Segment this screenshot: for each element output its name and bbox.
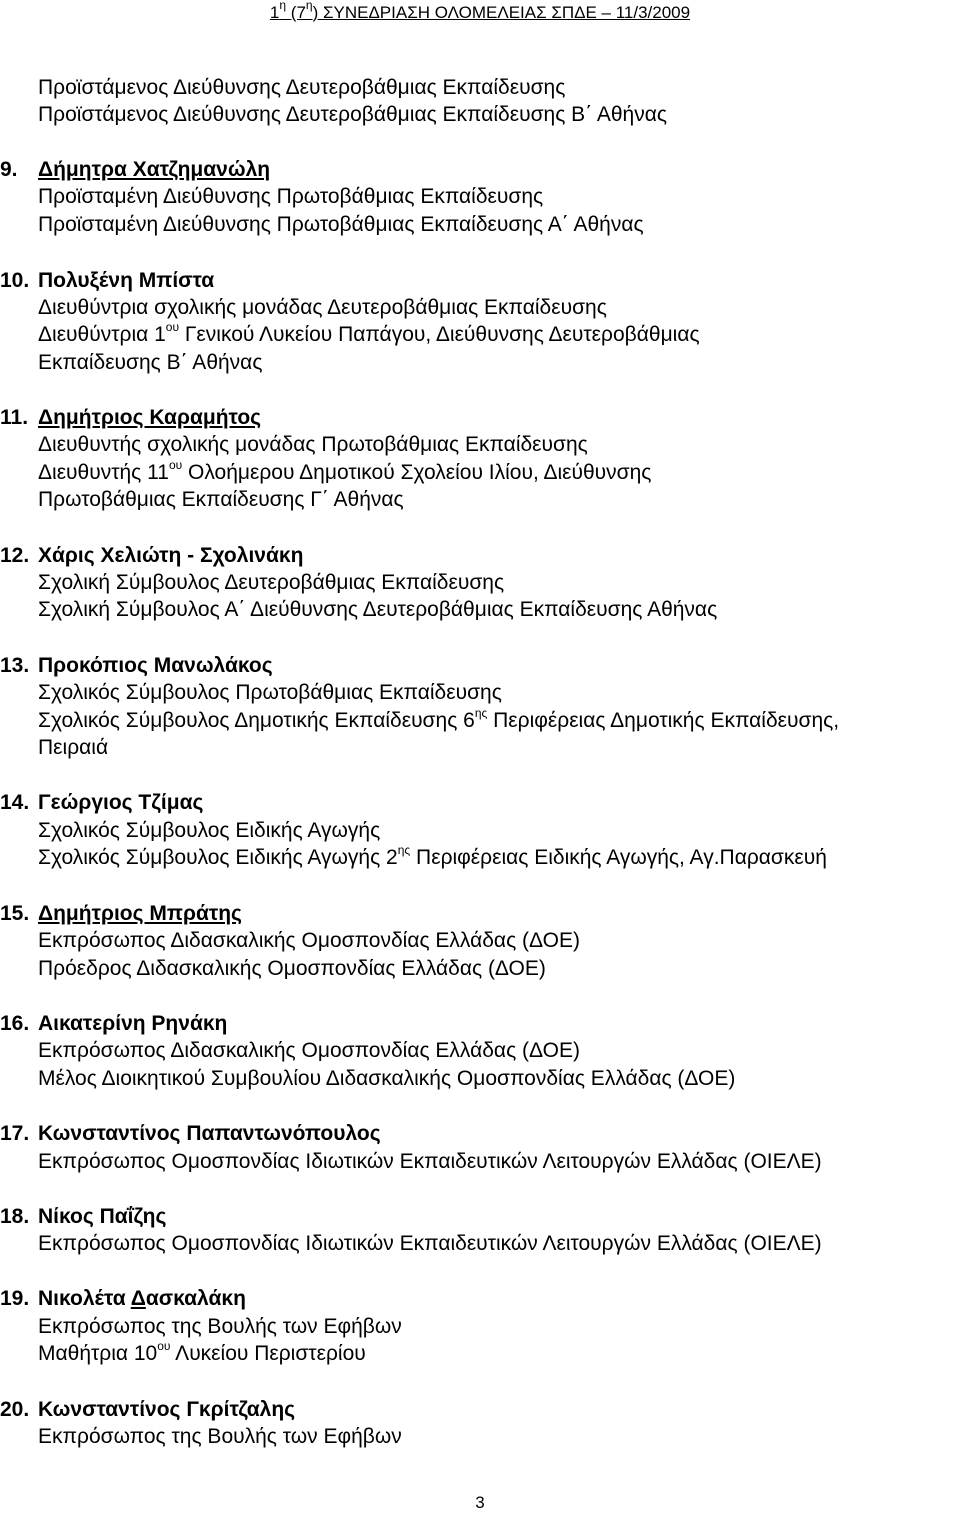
entry-number: 14. bbox=[0, 791, 30, 814]
entry-name: Γεώργιος Τζίμας bbox=[38, 791, 204, 814]
entry-number: 20. bbox=[0, 1398, 30, 1421]
text-line: Πειραιά bbox=[38, 736, 109, 759]
entry-number: 11. bbox=[0, 406, 29, 429]
text-line: Προϊστάμενος Διεύθυνσης Δευτεροβάθμιας Εκπαίδευσης bbox=[38, 76, 566, 99]
page-number: 3 bbox=[475, 1493, 485, 1512]
text-line: Διευθύντρια σχολικής μονάδας Δευτεροβάθμιας Εκπαίδευσης bbox=[38, 296, 607, 319]
text-line: Μαθήτρια $10^{o\upsilon}$ Λυκείου Περιστερίου bbox=[38, 1339, 366, 1365]
entry-name: Δημήτριος Μπράτης bbox=[38, 902, 242, 925]
text-line: Σχολικός Σύμβουλος Δημοτικής Εκπαίδευσης $6^{\eta\varsigma}$ Περιφέρειας Δημοτικής Εκπαίδευσης, bbox=[38, 706, 840, 732]
entry-name: Δήμητρα Χατζημανώλη bbox=[38, 158, 271, 181]
text-line: Προϊσταμένη Διεύθυνσης Πρωτοβάθμιας Εκπαίδευσης bbox=[38, 185, 544, 208]
entry-name: Κωνσταντίνος Γκρίτζαλης bbox=[38, 1398, 296, 1421]
text-line: Εκπρόσωπος της Βουλής των Εφήβων bbox=[38, 1315, 402, 1338]
entry-name: Νικολέτα Δασκαλάκη bbox=[38, 1287, 246, 1310]
text-line: Σχολική Σύμβουλος Α΄ Διεύθυνσης Δευτεροβάθμιας Εκπαίδευσης Αθήνας bbox=[38, 598, 718, 621]
text-line: Εκπρόσωπος Διδασκαλικής Ομοσπονδίας Ελλάδας (ΔΟΕ) bbox=[38, 1039, 580, 1062]
text-line: Εκπρόσωπος Ομοσπονδίας Ιδιωτικών Εκπαιδευτικών Λειτουργών Ελλάδας (ΟΙΕΛΕ) bbox=[38, 1150, 822, 1173]
text-line: Εκπαίδευσης Β΄ Αθήνας bbox=[38, 351, 263, 374]
entry-number: 10. bbox=[0, 269, 30, 292]
text-line: Μέλος Διοικητικού Συμβουλίου Διδασκαλικής Ομοσπονδίας Ελλάδας (ΔΟΕ) bbox=[38, 1067, 736, 1090]
entry-number: 19. bbox=[0, 1287, 30, 1310]
entry-name: Πολυξένη Μπίστα bbox=[38, 269, 215, 292]
text-line: Εκπρόσωπος Διδασκαλικής Ομοσπονδίας Ελλάδας (ΔΟΕ) bbox=[38, 929, 580, 952]
text-line: Εκπρόσωπος Ομοσπονδίας Ιδιωτικών Εκπαιδευτικών Λειτουργών Ελλάδας (ΟΙΕΛΕ) bbox=[38, 1232, 822, 1255]
entry-number: 12. bbox=[0, 544, 30, 567]
entry-number: 9. bbox=[0, 158, 18, 181]
page-header bbox=[0, 2, 960, 24]
entry-name: Κωνσταντίνος Παπαντωνόπουλος bbox=[38, 1122, 381, 1145]
text-line: Προϊσταμένη Διεύθυνσης Πρωτοβάθμιας Εκπαίδευσης Α΄ Αθήνας bbox=[38, 213, 644, 236]
entry-name: Δημήτριος Καραμήτος bbox=[38, 406, 262, 429]
text-line: Σχολικός Σύμβουλος Πρωτοβάθμιας Εκπαίδευσης bbox=[38, 681, 502, 704]
entry-number: 15. bbox=[0, 902, 30, 925]
header-title: $1^\eta$ $(7^\eta)$ ΣΥΝΕΔΡΙΑΣΗ ΟΛΟΜΕΛΕΙΑΣ ΣΠΔΕ – 11/3/2009 bbox=[269, 0, 691, 22]
entry-number: 18. bbox=[0, 1205, 30, 1228]
text-line: Σχολική Σύμβουλος Δευτεροβάθμιας Εκπαίδευσης bbox=[38, 571, 505, 594]
entry-name: Προκόπιος Μανωλάκος bbox=[38, 654, 273, 677]
text-line: Σχολικός Σύμβουλος Ειδικής Αγωγής bbox=[38, 819, 381, 842]
entry-name: Αικατερίνη Ρηνάκη bbox=[38, 1012, 228, 1035]
entry-number: 13. bbox=[0, 654, 30, 677]
text-line: Πρόεδρος Διδασκαλικής Ομοσπονδίας Ελλάδας (ΔΟΕ) bbox=[38, 957, 546, 980]
text-line: Διευθυντής σχολικής μονάδας Πρωτοβάθμιας Εκπαίδευσης bbox=[38, 433, 588, 456]
text-line: Εκπρόσωπος της Βουλής των Εφήβων bbox=[38, 1425, 402, 1448]
entry-name: Νίκος Παΐζης bbox=[38, 1205, 167, 1228]
text-line: Διευθυντής $11^{o\upsilon}$ Ολοήμερου Δημοτικού Σχολείου Ιλίου, Διεύθυνσης bbox=[38, 458, 652, 484]
entry-name: Χάρις Χελιώτη - Σχολινάκη bbox=[38, 544, 304, 567]
entry-number: 16. bbox=[0, 1012, 30, 1035]
text-line: Σχολικός Σύμβουλος Ειδικής Αγωγής $2^{\eta\varsigma}$ Περιφέρειας Ειδικής Αγωγής, Αγ.Παρασκευή bbox=[38, 843, 827, 869]
text-line: Διευθύντρια $1^{o\upsilon}$ Γενικού Λυκείου Παπάγου, Διεύθυνσης Δευτεροβάθμιας bbox=[38, 320, 700, 346]
entry-number: 17. bbox=[0, 1122, 30, 1145]
text-line: Προϊστάμενος Διεύθυνσης Δευτεροβάθμιας Εκπαίδευσης Β΄ Αθήνας bbox=[38, 103, 667, 126]
text-line: Πρωτοβάθμιας Εκπαίδευσης Γ΄ Αθήνας bbox=[38, 488, 404, 511]
